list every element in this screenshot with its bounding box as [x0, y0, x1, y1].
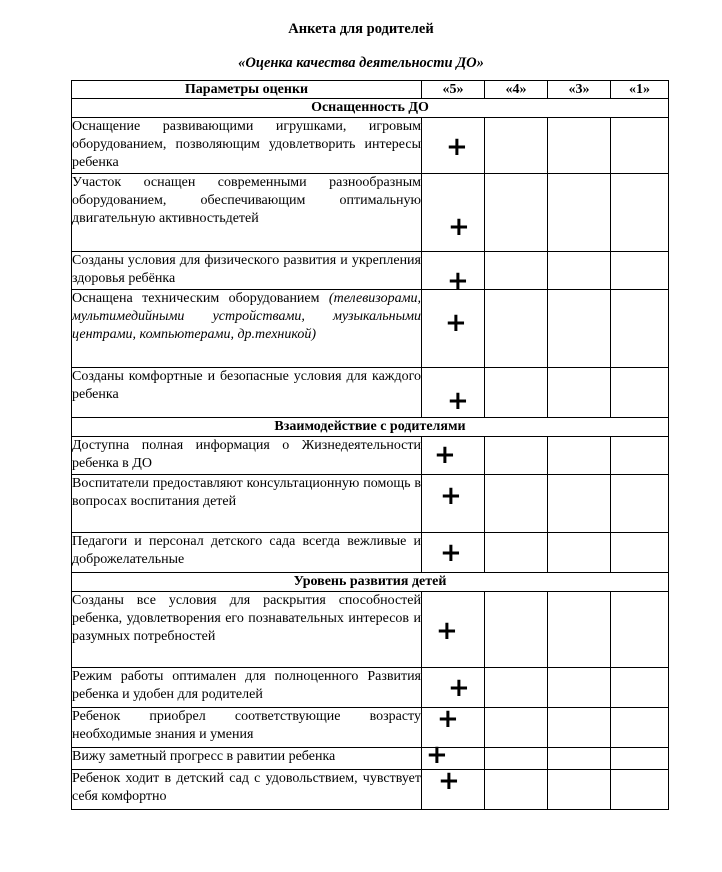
table-row [72, 290, 669, 368]
param-text: Режим работы оптимален для полноценного Развития ребенка и удобен для родителей [72, 668, 422, 708]
table-row [72, 174, 669, 252]
mark-cell-5[interactable] [422, 766, 485, 810]
mark-cell-3[interactable] [548, 252, 611, 290]
mark-cell-4[interactable] [485, 475, 548, 533]
mark-cell-3[interactable] [548, 290, 611, 368]
mark-cell-5[interactable] [422, 368, 485, 418]
mark-cell-5[interactable] [422, 118, 485, 174]
mark-cell-3[interactable] [548, 748, 611, 770]
mark-cell-3[interactable] [548, 475, 611, 533]
table-row [72, 592, 669, 668]
table-row [72, 668, 669, 708]
mark-cell-3[interactable] [548, 708, 611, 748]
mark-cell-1[interactable] [611, 174, 669, 252]
mark-cell-3[interactable] [548, 770, 611, 810]
plus-mark: + [448, 673, 470, 703]
mark-cell-4[interactable] [485, 368, 548, 418]
param-text [72, 290, 422, 368]
section-title: Уровень развития детей [72, 573, 669, 592]
mark-cell-5[interactable] [422, 592, 485, 668]
survey-table [71, 80, 669, 810]
param-text: Созданы все условия для раскрытия способностей ребенка, удовлетворения его познавательных интересов и разумных потребностей [72, 592, 422, 668]
mark-cell-3[interactable] [548, 668, 611, 708]
mark-cell-4[interactable] [485, 592, 548, 668]
mark-cell-5[interactable] [422, 174, 485, 252]
section-title: Оснащенность ДО [72, 99, 669, 118]
table-row [72, 770, 669, 810]
mark-cell-5[interactable] [422, 668, 485, 708]
section-title: Взаимодействие с родителями [72, 418, 669, 437]
mark-cell-1[interactable] [611, 708, 669, 748]
mark-cell-1[interactable] [611, 368, 669, 418]
section-row [72, 418, 669, 437]
mark-cell-4[interactable] [485, 748, 548, 770]
param-text-italic: (телевизорами, мультимедийными устройствами, музыкальными центрами, компьютерами, др.техникой) [72, 291, 422, 342]
plus-mark: + [447, 386, 469, 416]
table-row [72, 475, 669, 533]
mark-cell-5[interactable] [422, 533, 485, 573]
column-header-params: Параметры оценки [72, 81, 422, 99]
column-header-3: «3» [548, 81, 611, 99]
plus-mark: + [434, 440, 456, 470]
mark-cell-4[interactable] [485, 770, 548, 810]
mark-cell-1[interactable] [611, 533, 669, 573]
mark-cell-3[interactable] [548, 368, 611, 418]
mark-cell-1[interactable] [611, 668, 669, 708]
table-row [72, 533, 669, 573]
mark-cell-4[interactable] [485, 252, 548, 290]
mark-cell-3[interactable] [548, 174, 611, 252]
plus-mark: + [437, 704, 459, 734]
table-row [72, 708, 669, 748]
param-text: Педагоги и персонал детского сада всегда вежливые и доброжелательные [72, 533, 422, 573]
mark-cell-1[interactable] [611, 118, 669, 174]
mark-cell-4[interactable] [485, 708, 548, 748]
table-row [72, 252, 669, 290]
mark-cell-5[interactable] [422, 252, 485, 296]
mark-cell-3[interactable] [548, 592, 611, 668]
plus-mark: + [445, 308, 467, 338]
plus-mark: + [447, 266, 469, 296]
mark-cell-4[interactable] [485, 118, 548, 174]
form-subtitle: «Оценка качества деятельности ДО» [238, 55, 484, 71]
param-text: Оснащение развивающими игрушками, игровым оборудованием, позволяющим удовлетворить интересы ребенка [72, 118, 422, 174]
plus-mark: + [438, 766, 460, 796]
mark-cell-1[interactable] [611, 592, 669, 668]
mark-cell-4[interactable] [485, 668, 548, 708]
plus-mark: + [446, 132, 468, 162]
mark-cell-5[interactable] [422, 437, 485, 475]
mark-cell-3[interactable] [548, 118, 611, 174]
form-title: Анкета для родителей [288, 21, 434, 37]
mark-cell-3[interactable] [548, 533, 611, 573]
table-row [72, 368, 669, 418]
table-row [72, 118, 669, 174]
mark-cell-4[interactable] [485, 437, 548, 475]
param-text: Созданы условия для физического развития и укрепления здоровья ребёнка [72, 252, 422, 290]
param-text: Вижу заметный прогресс в равитии ребенка [72, 748, 422, 770]
section-row [72, 573, 669, 592]
mark-cell-1[interactable] [611, 290, 669, 368]
mark-cell-1[interactable] [611, 437, 669, 475]
mark-cell-4[interactable] [485, 290, 548, 368]
mark-cell-1[interactable] [611, 770, 669, 810]
plus-mark: + [440, 538, 462, 568]
mark-cell-5[interactable] [422, 290, 485, 368]
column-header-4: «4» [485, 81, 548, 99]
table-row [72, 748, 669, 770]
param-text: Созданы комфортные и безопасные условия для каждого ребенка [72, 368, 422, 418]
mark-cell-5[interactable] [422, 475, 485, 533]
param-text: Ребенок приобрел соответствующие возрасту необходимые знания и умения [72, 708, 422, 748]
mark-cell-1[interactable] [611, 252, 669, 290]
column-header-5: «5» [422, 81, 485, 99]
param-text-main: Оснащена техническим оборудованием [72, 291, 320, 306]
plus-mark: + [448, 212, 470, 242]
plus-mark: + [436, 616, 458, 646]
param-text: Доступна полная информация о Жизнедеятельности ребенка в ДО [72, 437, 422, 475]
mark-cell-4[interactable] [485, 533, 548, 573]
param-text: Воспитатели предоставляют консультационную помощь в вопросах воспитания детей [72, 475, 422, 533]
param-text: Ребенок ходит в детский сад с удовольствием, чувствует себя комфортно [72, 770, 422, 810]
header-row [72, 81, 669, 99]
mark-cell-1[interactable] [611, 475, 669, 533]
plus-mark: + [426, 740, 448, 770]
mark-cell-3[interactable] [548, 437, 611, 475]
table-row [72, 437, 669, 475]
mark-cell-1[interactable] [611, 748, 669, 770]
mark-cell-4[interactable] [485, 174, 548, 252]
column-header-1: «1» [611, 81, 669, 99]
section-row [72, 99, 669, 118]
param-text: Участок оснащен современными разнообразным оборудованием, обеспечивающим оптимальную двигательную активностьдетей [72, 174, 422, 252]
plus-mark: + [440, 481, 462, 511]
